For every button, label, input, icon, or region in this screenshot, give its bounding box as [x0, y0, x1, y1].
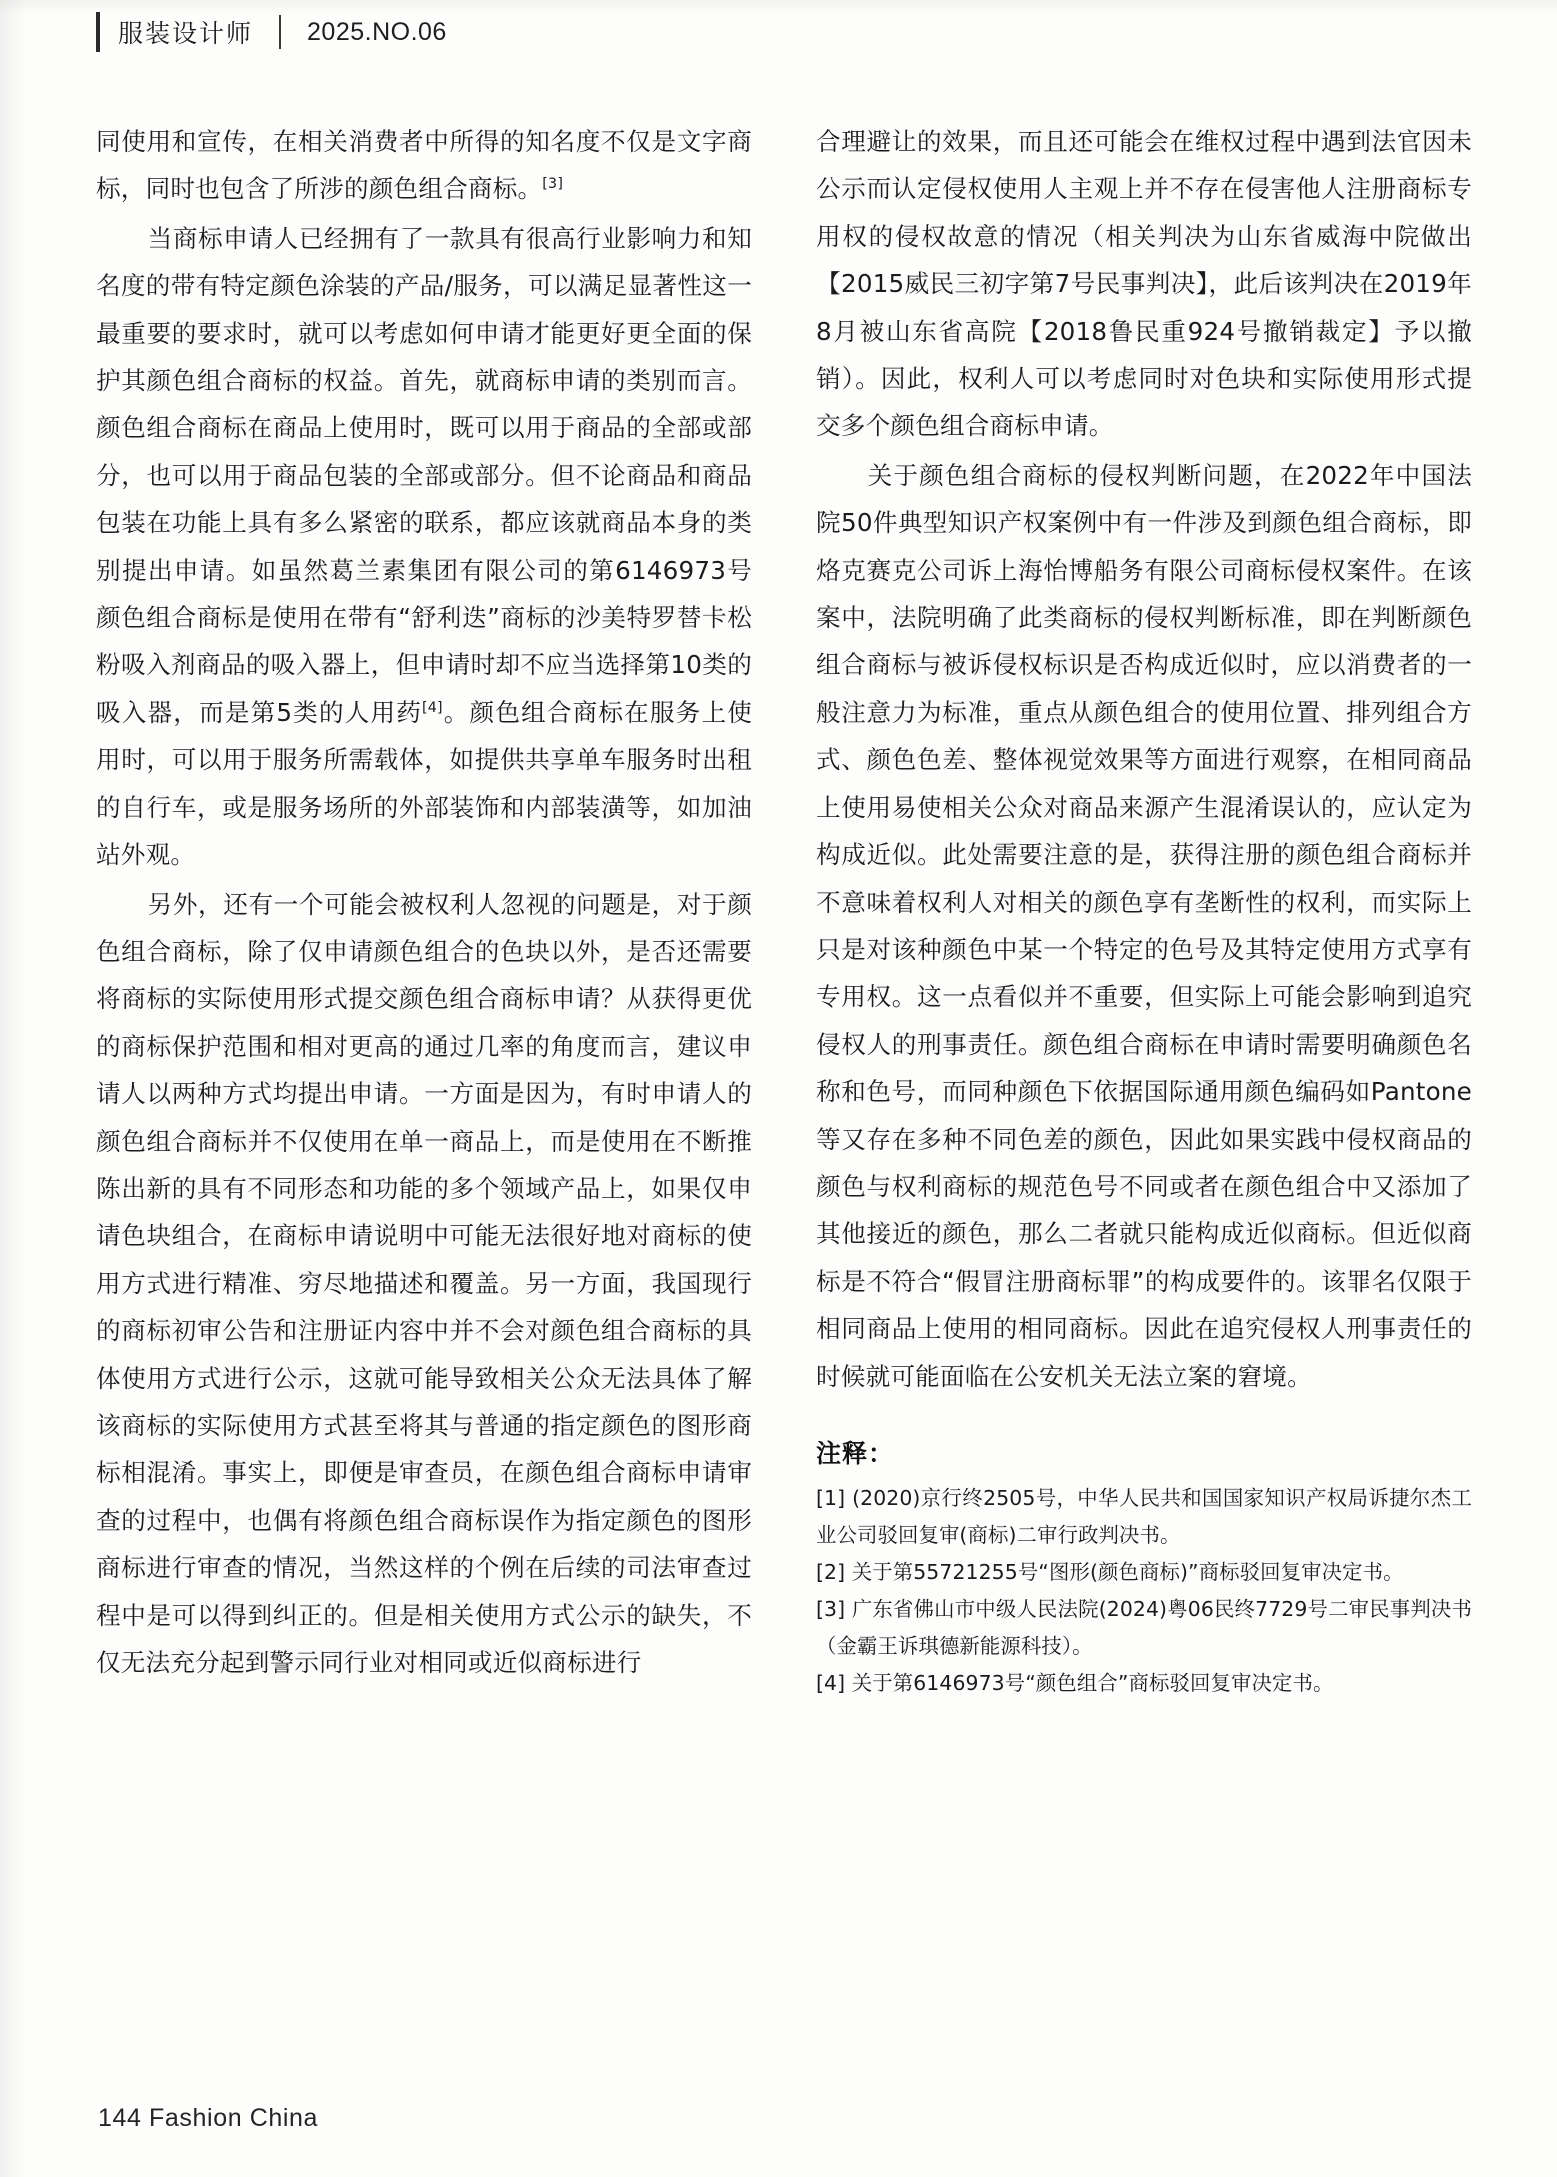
body-columns — [96, 118, 1472, 1702]
paragraph-l2-text-after: 。颜色组合商标在服务上使用时，可以用于服务所需载体，如提供共享单车服务时出租的自行车，或是服务场所的外部装饰和内部装潢等，如加油站外观。 — [96, 697, 753, 870]
paragraph-l2 — [96, 215, 752, 879]
right-column — [816, 118, 1472, 1702]
note-item-2: [2] 关于第55721255号“图形(颜色商标)”商标驳回复审决定书。 — [816, 1559, 1404, 1584]
paragraph-r2: 关于颜色组合商标的侵权判断问题，在2022年中国法院50件典型知识产权案例中有一件涉及到颜色组合商标，即烙克赛克公司诉上海怡博船务有限公司商标侵权案件。在该案中，法院明确了此类商标的侵权判断标准，即在判断颜色组合商标与被诉侵权标识是否构成近似时，应以消费者的一般注意力为标准，重点从颜色组合的使用位置、排列组合方式、颜色色差、整体视觉效果等方面进行观察，在相同商品上使用易使相关公众对商品来源产生混淆误认的，应认定为构成近似。此处需要注意的是，获得注册的颜色组合商标并不意味着权利人对相关的颜色享有垄断性的权利，而实际上只是对该种颜色中某一个特定的色号及其特定使用方式享有专用权。这一点看似并不重要，但实际上可能会影响到追究侵权人的刑事责任。颜色组合商标在申请时需要明确颜色名称和色号，而同种颜色下依据国际通用颜色编码如Pantone等又存在多种不同色差的颜色，因此如果实践中侵权商品的颜色与权利商标的规范色号不同或者在颜色组合中又添加了其他接近的颜色，那么二者就只能构成近似商标。但近似商标是不符合“假冒注册商标罪”的构成要件的。该罪名仅限于相同商品上使用的相同商标。因此在追究侵权人刑事责任的时候就可能面临在公安机关无法立案的窘境。 — [816, 460, 1472, 1391]
note-item-4: [4] 关于第6146973号“颜色组合”商标驳回复审决定书。 — [816, 1670, 1334, 1695]
header-rule-icon — [96, 12, 100, 52]
notes-heading: 注释： — [816, 1438, 895, 1468]
footnote-ref-3: [3] — [542, 176, 564, 193]
paragraph-r1: 合理避让的效果，而且还可能会在维权过程中遇到法官因未公示而认定侵权使用人主观上并不存在侵害他人注册商标专用权的侵权故意的情况（相关判决为山东省威海中院做出【2015威民三初字第7号民事判决】，此后该判决在2019年8月被山东省高院【2018鲁民重924号撤销裁定】予以撤销）。因此，权利人可以考虑同时对色块和实际使用形式提交多个颜色组合商标申请。 — [816, 127, 1472, 441]
paragraph-l2-text: 当商标申请人已经拥有了一款具有很高行业影响力和知名度的带有特定颜色涂装的产品/服务，可以满足显著性这一最重要的要求时，就可以考虑如何申请才能更好更全面的保护其颜色组合商标的权益。首先，就商标申请的类别而言。颜色组合商标在商品上使用时，既可以用于商品的全部或部分，也可以用于商品包装的全部或部分。但不论商品和商品包装在功能上具有多么紧密的联系，都应该就商品本身的类别提出申请。如虽然葛兰素集团有限公司的第6146973号颜色组合商标是使用在带有“舒利迭”商标的沙美特罗替卡松粉吸入剂商品的吸入器上，但申请时却不应当选择第10类的吸入器，而是第5类的人用药 — [96, 223, 752, 727]
paragraph-l3: 另外，还有一个可能会被权利人忽视的问题是，对于颜色组合商标，除了仅申请颜色组合的色块以外，是否还需要将商标的实际使用形式提交颜色组合商标申请？从获得更优的商标保护范围和相对更高的通过几率的角度而言，建议申请人以两种方式均提出申请。一方面是因为，有时申请人的颜色组合商标并不仅使用在单一商品上，而是使用在不断推陈出新的具有不同形态和功能的多个领域产品上，如果仅申请色块组合，在商标申请说明中可能无法很好地对商标的使用方式进行精准、穷尽地描述和覆盖。另一方面，我国现行的商标初审公告和注册证内容中并不会对颜色组合商标的具体使用方式进行公示，这就可能导致相关公众无法具体了解该商标的实际使用方式甚至将其与普通的指定颜色的图形商标相混淆。事实上，即便是审查员，在颜色组合商标申请审查的过程中，也偶有将颜色组合商标误作为指定颜色的图形商标进行审查的情况，当然这样的个例在后续的司法审查过程中是可以得到纠正的。但是相关使用方式公示的缺失，不仅无法充分起到警示同行业对相同或近似商标进行 — [96, 889, 752, 1677]
left-column — [96, 118, 752, 1702]
note-item-3: [3] 广东省佛山市中级人民法院(2024)粤06民终7729号二审民事判决书（金霸王诉琪德新能源科技）。 — [816, 1596, 1472, 1658]
page-folio: 144 Fashion China — [98, 2104, 319, 2132]
paragraph-l1 — [96, 118, 752, 213]
journal-name: 服装设计师 — [118, 19, 254, 48]
paragraph-l1-text: 同使用和宣传，在相关消费者中所得的知名度不仅是文字商标，同时也包含了所涉的颜色组合商标。 — [96, 127, 752, 204]
note-item-1: [1] (2020)京行终2505号，中华人民共和国国家知识产权局诉捷尔杰工业公司驳回复审(商标)二审行政判决书。 — [816, 1485, 1472, 1547]
running-head — [96, 8, 447, 56]
scan-edge-left — [0, 0, 26, 2177]
header-divider — [279, 15, 281, 49]
footnote-ref-4: [4] — [422, 699, 443, 716]
issue-number: 2025.NO.06 — [307, 17, 447, 46]
